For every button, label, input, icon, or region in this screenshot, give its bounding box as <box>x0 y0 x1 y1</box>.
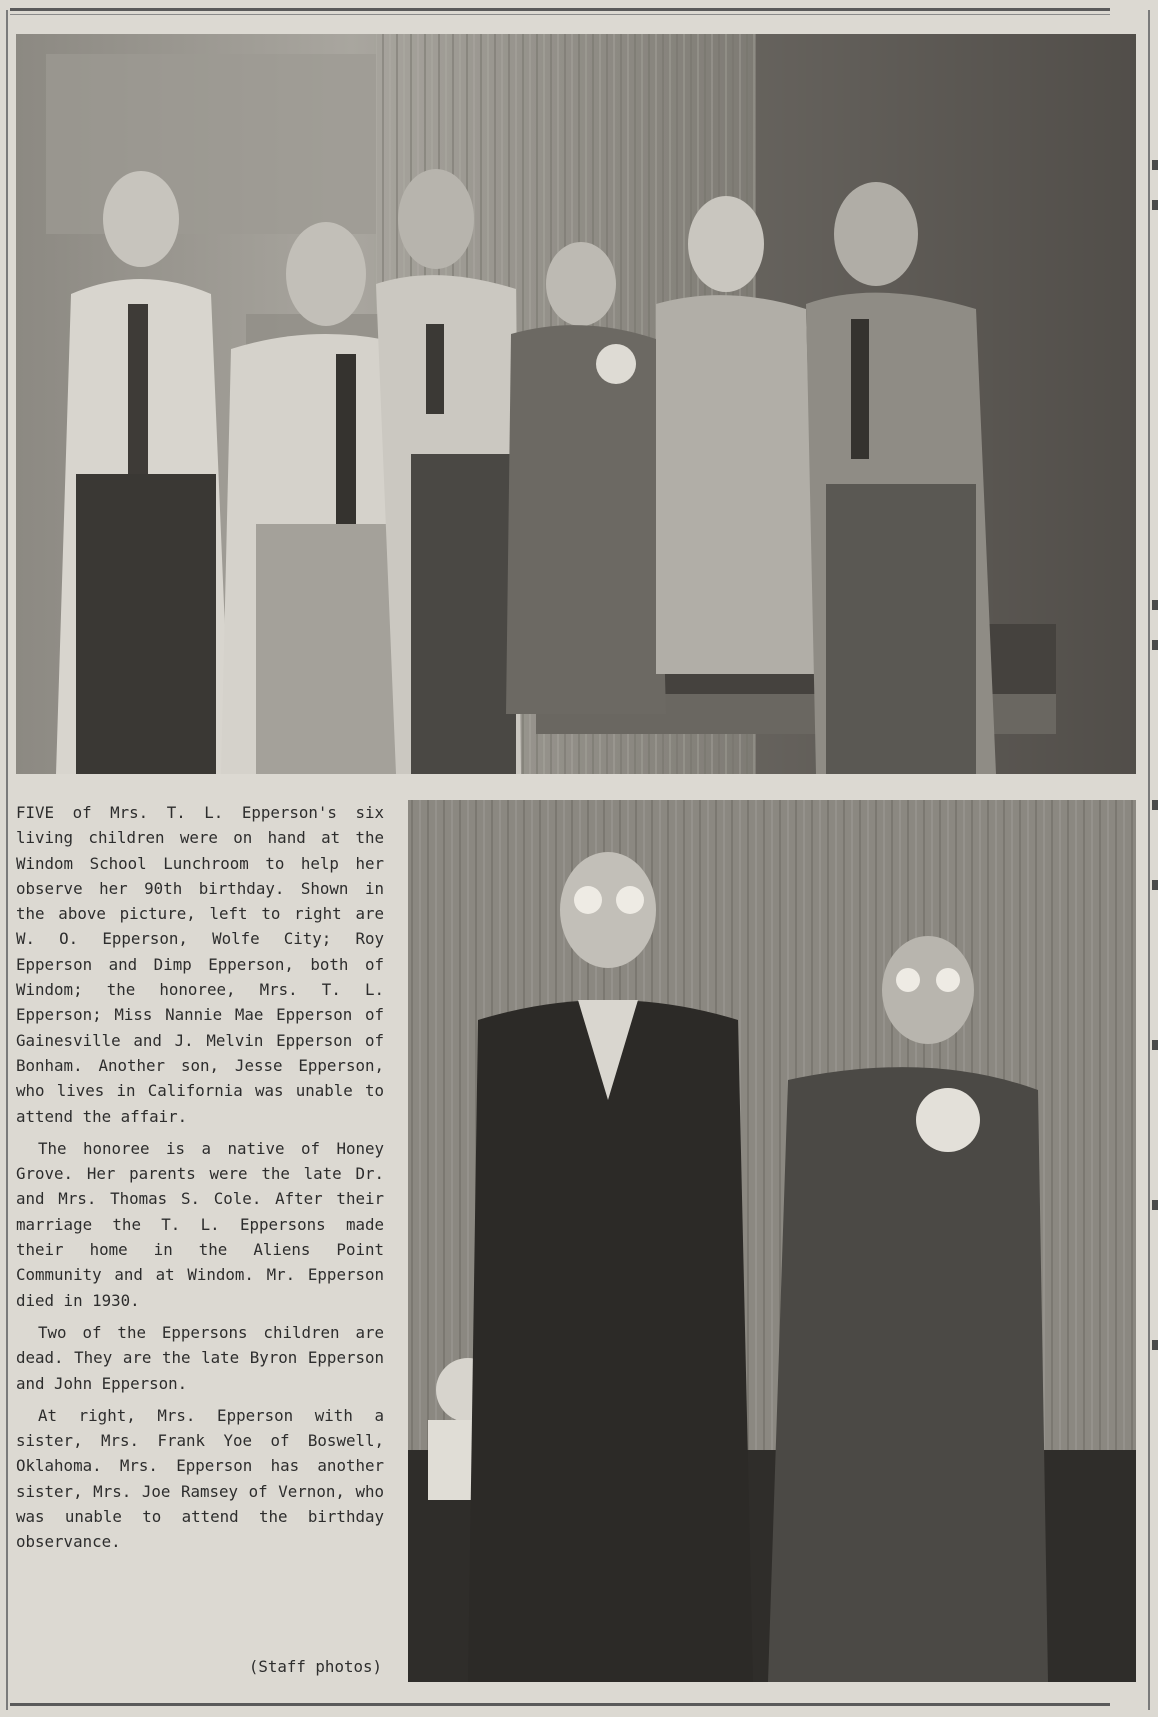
column-edge-mark <box>1152 160 1158 170</box>
column-edge-mark <box>1152 800 1158 810</box>
sisters-photo-image <box>408 800 1136 1682</box>
column-edge-mark <box>1152 1340 1158 1350</box>
caption-paragraph: Two of the Eppersons children are dead. They are the late Byron Epperson and John Epperson. <box>16 1322 384 1393</box>
bottom-rule <box>10 1703 1110 1706</box>
group-photo <box>16 34 1136 774</box>
photo-caption <box>16 800 384 1562</box>
left-column-rule <box>6 10 8 1710</box>
column-edge-mark <box>1152 640 1158 650</box>
column-edge-mark <box>1152 1040 1158 1050</box>
caption-paragraph: At right, Mrs. Epperson with a sister, Mrs. Frank Yoe of Boswell, Oklahoma. Mrs. Epperson has another sister, Mrs. Joe Ramsey of Vernon, who was unable to attend the birthday observance. <box>16 1405 384 1552</box>
right-column-rule <box>1148 10 1150 1710</box>
adjacent-column-edge <box>1152 40 1158 1640</box>
caption-paragraph: The honoree is a native of Honey Grove. Her parents were the late Dr. and Mrs. Thomas S. Cole. After their marriage the T. L. Eppersons made their home in the Aliens Point Community and at Windom. Mr. Epperson died in 1930. <box>16 1138 384 1310</box>
column-edge-mark <box>1152 1200 1158 1210</box>
column-edge-mark <box>1152 880 1158 890</box>
photo-credit: (Staff photos) <box>248 1657 382 1676</box>
caption-paragraph: FIVE of Mrs. T. L. Epperson's six living children were on hand at the Windom School Lunchroom to help her observe her 90th birthday. Shown in the above picture, left to right are W. O. Epperson, Wolfe City; Roy Epperson and Dimp Epperson, both of Windom; the honoree, Mrs. T. L. Epperson; Miss Nannie Mae Epperson of Gainesville and J. Melvin Epperson of Bonham. Another son, Jesse Epperson, who lives in California was unable to attend the affair. <box>16 803 384 1126</box>
top-rule <box>10 8 1110 11</box>
column-edge-mark <box>1152 600 1158 610</box>
sisters-photo <box>408 800 1136 1682</box>
top-rule-thin <box>10 14 1110 15</box>
column-edge-mark <box>1152 200 1158 210</box>
group-photo-image <box>16 34 1136 774</box>
